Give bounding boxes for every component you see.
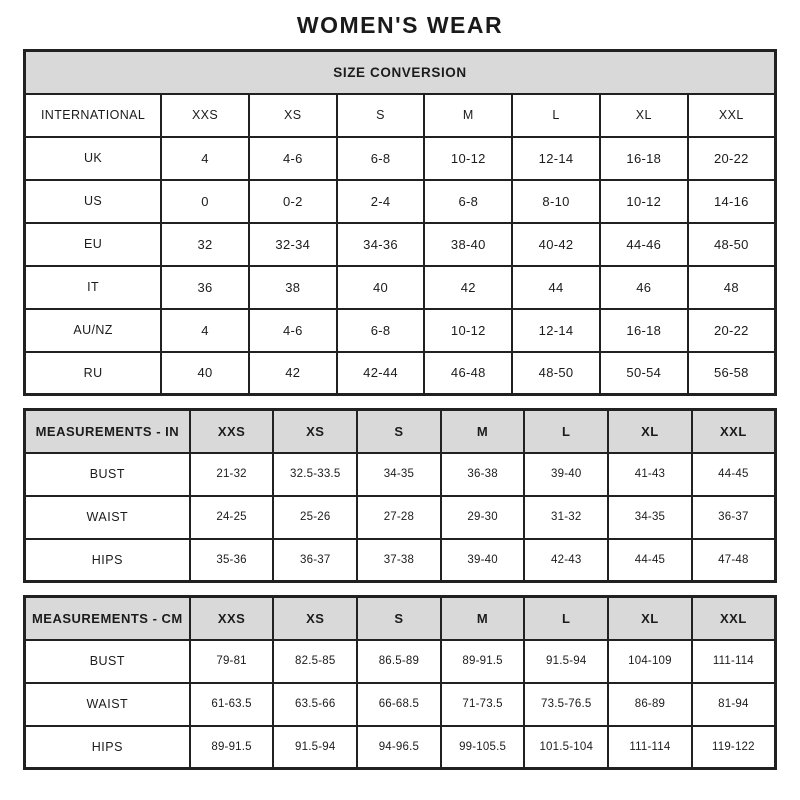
column-header-m: M [424,94,512,137]
size-cell: 40 [161,352,249,395]
column-header-l: L [512,94,600,137]
measure-cell: 34-35 [357,453,441,496]
row-eu [25,223,776,266]
measure-cell: 86.5-89 [357,640,441,683]
size-cell: 4-6 [249,137,337,180]
measure-cell: 36-38 [441,453,525,496]
measurements-cm-title: MEASUREMENTS - CM [25,597,190,640]
measure-cell: 29-30 [441,496,525,539]
row-label-it: IT [25,266,162,309]
size-cell: 6-8 [424,180,512,223]
measure-cell: 99-105.5 [441,726,525,769]
size-conversion-columns-row [25,94,776,137]
row-label-hips: HIPS [25,726,190,769]
measure-cell: 35-36 [190,539,274,582]
row-label-us: US [25,180,162,223]
row-ru [25,352,776,395]
size-cell: 42 [424,266,512,309]
column-header-xxs: XXS [190,597,274,640]
size-cell: 14-16 [688,180,776,223]
row-aunz [25,309,776,352]
measure-cell: 111-114 [608,726,692,769]
column-header-xs: XS [273,410,357,453]
size-cell: 12-14 [512,309,600,352]
column-header-s: S [357,597,441,640]
size-conversion-title: SIZE CONVERSION [25,51,776,94]
measure-cell: 101.5-104 [524,726,608,769]
measure-cell: 44-45 [608,539,692,582]
measure-cell: 21-32 [190,453,274,496]
measurements-in-header-row [25,410,776,453]
measure-cell: 47-48 [692,539,776,582]
measure-cell: 44-45 [692,453,776,496]
size-cell: 46-48 [424,352,512,395]
measure-cell: 27-28 [357,496,441,539]
size-cell: 10-12 [424,309,512,352]
measure-cell: 42-43 [524,539,608,582]
size-cell: 6-8 [337,137,425,180]
size-cell: 32 [161,223,249,266]
row-waist-cm [25,683,776,726]
size-cell: 48-50 [688,223,776,266]
column-header-s: S [357,410,441,453]
size-conversion-table [23,49,777,396]
size-cell: 44 [512,266,600,309]
column-header-xs: XS [273,597,357,640]
row-us [25,180,776,223]
row-label-bust: BUST [25,453,190,496]
measure-cell: 104-109 [608,640,692,683]
row-label-aunz: AU/NZ [25,309,162,352]
row-it [25,266,776,309]
size-cell: 2-4 [337,180,425,223]
measurements-cm-table [23,595,777,770]
row-label-hips: HIPS [25,539,190,582]
size-cell: 4-6 [249,309,337,352]
size-cell: 16-18 [600,137,688,180]
column-header-international: INTERNATIONAL [25,94,162,137]
column-header-xxs: XXS [161,94,249,137]
size-cell: 42 [249,352,337,395]
size-cell: 12-14 [512,137,600,180]
column-header-xxs: XXS [190,410,274,453]
size-cell: 32-34 [249,223,337,266]
row-bust-in [25,453,776,496]
measure-cell: 32.5-33.5 [273,453,357,496]
measure-cell: 81-94 [692,683,776,726]
size-cell: 10-12 [600,180,688,223]
row-bust-cm [25,640,776,683]
size-cell: 46 [600,266,688,309]
measure-cell: 73.5-76.5 [524,683,608,726]
measure-cell: 61-63.5 [190,683,274,726]
measure-cell: 89-91.5 [190,726,274,769]
measure-cell: 119-122 [692,726,776,769]
size-cell: 20-22 [688,137,776,180]
size-cell: 6-8 [337,309,425,352]
measure-cell: 31-32 [524,496,608,539]
column-header-xl: XL [608,597,692,640]
row-label-uk: UK [25,137,162,180]
column-header-s: S [337,94,425,137]
column-header-xxl: XXL [688,94,776,137]
size-cell: 40 [337,266,425,309]
size-cell: 38 [249,266,337,309]
measure-cell: 91.5-94 [273,726,357,769]
size-cell: 38-40 [424,223,512,266]
size-cell: 4 [161,309,249,352]
measure-cell: 79-81 [190,640,274,683]
measure-cell: 34-35 [608,496,692,539]
size-cell: 0 [161,180,249,223]
row-waist-in [25,496,776,539]
row-label-waist: WAIST [25,683,190,726]
measure-cell: 82.5-85 [273,640,357,683]
row-label-eu: EU [25,223,162,266]
column-header-xl: XL [608,410,692,453]
size-conversion-header-row [25,51,776,94]
measure-cell: 25-26 [273,496,357,539]
size-cell: 34-36 [337,223,425,266]
size-cell: 10-12 [424,137,512,180]
measurements-cm-header-row [25,597,776,640]
measure-cell: 86-89 [608,683,692,726]
column-header-xxl: XXL [692,597,776,640]
column-header-xs: XS [249,94,337,137]
size-cell: 8-10 [512,180,600,223]
size-cell: 40-42 [512,223,600,266]
column-header-m: M [441,410,525,453]
row-label-waist: WAIST [25,496,190,539]
size-cell: 48-50 [512,352,600,395]
size-cell: 0-2 [249,180,337,223]
size-cell: 20-22 [688,309,776,352]
measure-cell: 91.5-94 [524,640,608,683]
measure-cell: 41-43 [608,453,692,496]
measure-cell: 39-40 [524,453,608,496]
column-header-xxl: XXL [692,410,776,453]
size-cell: 50-54 [600,352,688,395]
size-cell: 4 [161,137,249,180]
size-cell: 42-44 [337,352,425,395]
size-cell: 48 [688,266,776,309]
measurements-in-title: MEASUREMENTS - IN [25,410,190,453]
measure-cell: 39-40 [441,539,525,582]
measure-cell: 37-38 [357,539,441,582]
size-cell: 16-18 [600,309,688,352]
row-hips-cm [25,726,776,769]
row-label-ru: RU [25,352,162,395]
page-title: WOMEN'S WEAR [296,12,504,38]
column-header-xl: XL [600,94,688,137]
measure-cell: 63.5-66 [273,683,357,726]
column-header-l: L [524,410,608,453]
row-uk [25,137,776,180]
measure-cell: 66-68.5 [357,683,441,726]
size-cell: 56-58 [688,352,776,395]
measure-cell: 24-25 [190,496,274,539]
measure-cell: 36-37 [692,496,776,539]
row-label-bust: BUST [25,640,190,683]
column-header-l: L [524,597,608,640]
measure-cell: 111-114 [692,640,776,683]
measurements-in-table [23,408,777,583]
row-hips-in [25,539,776,582]
size-cell: 36 [161,266,249,309]
size-cell: 44-46 [600,223,688,266]
measure-cell: 71-73.5 [441,683,525,726]
measure-cell: 36-37 [273,539,357,582]
measure-cell: 94-96.5 [357,726,441,769]
column-header-m: M [441,597,525,640]
measure-cell: 89-91.5 [441,640,525,683]
